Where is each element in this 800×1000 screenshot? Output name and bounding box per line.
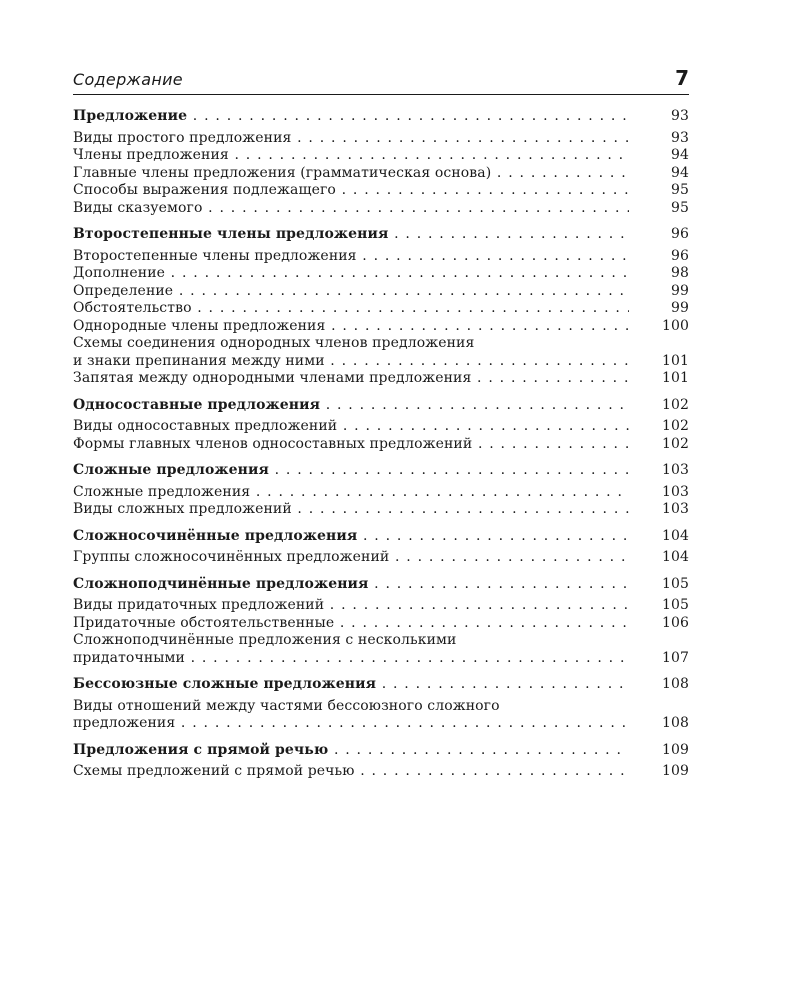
toc-section [73,397,689,454]
toc-entry-continuation: предложения . . . [73,715,629,733]
toc-entry [73,353,689,371]
toc-entry [73,549,689,567]
toc-entry-title: Виды односоставных предложений . . . [73,418,629,436]
toc-entry-title: Сложноподчинённые предложения с несколькими [73,632,457,648]
toc-entry-page: 108 [661,715,689,731]
toc-heading-title: Предложение . . . [73,108,629,126]
toc-entry [73,597,689,615]
toc-entry [73,484,689,502]
toc-entry [73,283,689,301]
toc-entry-title: Определение . . . [73,283,629,301]
toc-entry-title: Запятая между однородными членами предложения . . . [73,370,629,388]
toc-entry [73,370,689,388]
toc-entry-page: 102 [661,418,689,434]
toc-section-heading [73,742,689,760]
toc-entry-title: Члены предложения . . . [73,147,629,165]
toc-section-heading [73,462,689,480]
toc-entry-title: Дополнение . . . [73,265,629,283]
toc-heading-title: Предложения с прямой речью . . . [73,742,629,760]
toc-section-heading [73,226,689,244]
toc-section [73,742,689,781]
header-page-number: 7 [675,66,689,90]
toc-section-heading [73,108,689,126]
toc-entry-page: 96 [670,247,689,264]
toc-entry-line [73,335,689,353]
toc-entry [73,318,689,336]
toc-entry-title: Схемы предложений с прямой речью . . . [73,763,629,781]
toc-entry-page: 109 [661,763,689,779]
toc-entry [73,418,689,436]
toc-heading-title: Бессоюзные сложные предложения . . . [73,676,629,694]
toc-entry-page: 105 [661,597,689,613]
toc-heading-title: Сложноподчинённые предложения . . . [73,576,629,594]
toc-entry-page: 103 [661,483,689,500]
toc-entry-title: Главные члены предложения (грамматическая основа) . . . [73,165,629,183]
toc-entry-page: 99 [670,300,689,316]
toc-section [73,226,689,388]
toc-entry-title: Способы выражения подлежащего . . . [73,182,629,200]
toc-entry-title: Виды простого предложения . . . [73,130,629,148]
toc-entry-page: 102 [661,435,689,452]
toc-heading-page: 102 [661,396,689,413]
toc-entry-title: Виды отношений между частями бессоюзного сложного [73,697,500,714]
toc-heading-page: 104 [661,527,689,544]
toc-entry-page: 101 [661,370,689,386]
toc-entry-title: Виды сложных предложений . . . [73,501,629,519]
toc-entry-page: 100 [661,317,689,334]
toc-entry [73,300,689,318]
toc-entry-page: 106 [661,614,689,631]
toc-entry [73,763,689,781]
toc-entry-page: 98 [670,265,689,281]
toc-heading-page: 105 [661,575,689,592]
toc-entry [73,436,689,454]
toc-entry [73,200,689,218]
toc-section-heading [73,528,689,546]
toc-entry-continuation: и знаки препинания между ними . . . [73,353,629,371]
toc-entry-title: Обстоятельство . . . [73,300,629,318]
toc-entry-page: 95 [670,182,689,198]
toc-entry-page: 93 [670,129,689,146]
toc-entry-page: 94 [670,147,689,163]
toc-entry-line [73,632,689,650]
toc-entry [73,650,689,668]
toc-heading-page: 103 [661,462,689,478]
toc-heading-title: Второстепенные члены предложения . . . [73,226,629,244]
toc-heading-page: 93 [670,108,689,124]
table-of-contents [73,108,689,790]
toc-entry-title: Схемы соединения однородных членов предложения [73,335,475,351]
toc-entry [73,182,689,200]
toc-entry [73,248,689,266]
toc-entry-title: Сложные предложения . . . [73,484,629,502]
toc-section [73,576,689,668]
toc-entry-page: 103 [661,501,689,517]
toc-entry [73,265,689,283]
toc-entry [73,615,689,633]
toc-entry-title: Виды придаточных предложений . . . [73,597,629,615]
toc-entry [73,501,689,519]
toc-entry-title: Придаточные обстоятельственные . . . [73,615,629,633]
toc-section [73,462,689,519]
toc-section [73,676,689,733]
toc-section-heading [73,397,689,415]
running-header [73,66,689,95]
toc-entry-title: Второстепенные члены предложения . . . [73,248,629,266]
toc-heading-title: Односоставные предложения . . . [73,397,629,415]
toc-entry [73,715,689,733]
toc-section [73,108,689,217]
toc-heading-title: Сложные предложения . . . [73,462,629,480]
toc-entry [73,147,689,165]
toc-section-heading [73,676,689,694]
toc-entry-page: 101 [661,352,689,369]
toc-entry-title: Группы сложносочинённых предложений . . . [73,549,629,567]
toc-entry-page: 95 [670,199,689,216]
toc-entry-continuation: придаточными . . . [73,650,629,668]
toc-heading-title: Сложносочинённые предложения . . . [73,528,629,546]
toc-section-heading [73,576,689,594]
toc-heading-page: 108 [661,676,689,692]
toc-entry-title: Формы главных членов односоставных предложений . . . [73,436,629,454]
toc-entry-page: 94 [670,164,689,181]
toc-entry-page: 104 [661,549,689,565]
toc-heading-page: 109 [661,741,689,758]
header-title: Содержание [73,70,183,89]
toc-entry-page: 99 [670,282,689,299]
toc-heading-page: 96 [670,226,689,242]
toc-entry [73,130,689,148]
toc-entry-page: 107 [661,649,689,666]
toc-section [73,528,689,567]
toc-entry-title: Однородные члены предложения . . . [73,318,629,336]
toc-entry [73,165,689,183]
toc-entry-title: Виды сказуемого . . . [73,200,629,218]
toc-entry-line [73,698,689,716]
